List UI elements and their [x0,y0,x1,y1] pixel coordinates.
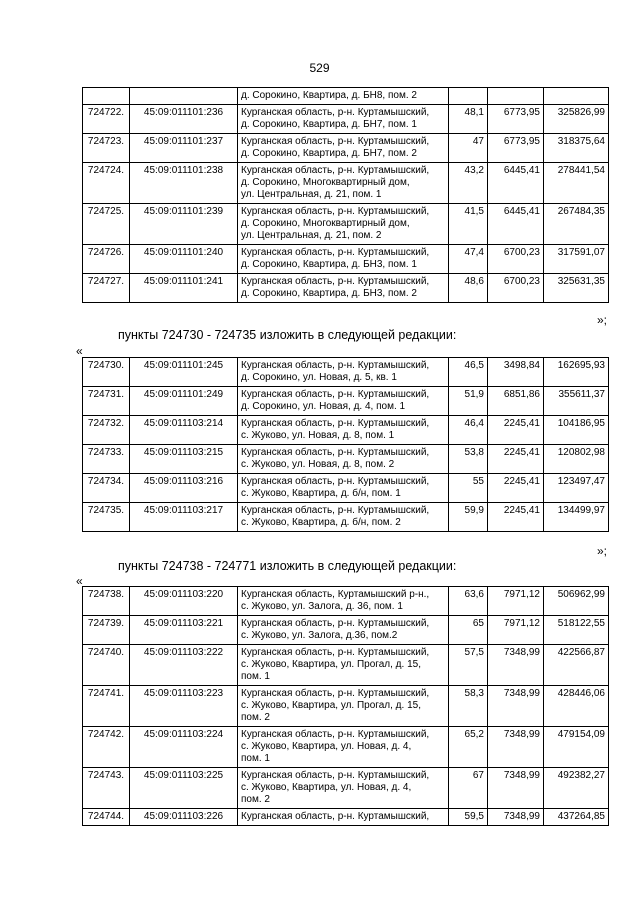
area-value: 51,9 [449,387,488,416]
cadastral-number: 45:09:011103:220 [130,587,238,616]
row-number: 724725. [83,204,130,245]
total-value: 162695,93 [544,358,609,387]
address-line: д. Сорокино, ул. Новая, д. 5, кв. 1 [241,372,397,383]
price-value: 3498,84 [488,358,544,387]
address-line: пом. 1 [241,671,270,682]
price-value: 6445,41 [488,204,544,245]
price-value: 6700,23 [488,245,544,274]
amendment-text-1: пункты 724730 - 724735 изложить в следующей редакции: [118,328,457,342]
table-row [83,245,609,274]
row-number: 724744. [83,809,130,826]
address-line: с. Жуково, Квартира, ул. Новая, д. 4, [241,782,412,793]
address-line: Курганская область, р-н. Куртамышский, [241,688,430,699]
row-number: 724731. [83,387,130,416]
table-row [83,727,609,768]
price-value: 6773,95 [488,105,544,134]
address-line: с. Жуково, ул. Новая, д. 8, пом. 2 [241,459,395,470]
cadastral-number: 45:09:011101:237 [130,134,238,163]
area-value: 58,3 [449,686,488,727]
area-value: 57,5 [449,645,488,686]
area-value: 53,8 [449,445,488,474]
table-row [83,204,609,245]
address-line: Курганская область, р-н. Куртамышский, [241,647,430,658]
total-value: 422566,87 [544,645,609,686]
row-number: 724734. [83,474,130,503]
price-value: 7348,99 [488,809,544,826]
total-value: 437264,85 [544,809,609,826]
total-value: 492382,27 [544,768,609,809]
price-value: 7348,99 [488,686,544,727]
address-line: Курганская область, р-н. Куртамышский, [241,770,430,781]
address-line: с. Жуково, ул. Залога, д. 36, пом. 1 [241,601,403,612]
row-number: 724739. [83,616,130,645]
price-value [488,88,544,105]
row-number: 724741. [83,686,130,727]
address [238,358,449,387]
total-value: 325631,35 [544,274,609,303]
address-line: пом. 2 [241,794,270,805]
cadastral-number: 45:09:011101:249 [130,387,238,416]
opening-quote-2: « [76,574,83,588]
area-value: 65,2 [449,727,488,768]
address [238,105,449,134]
address [238,809,449,826]
cadastral-number: 45:09:011103:224 [130,727,238,768]
cadastral-number: 45:09:011101:239 [130,204,238,245]
address-line: Курганская область, р-н. Куртамышский, [241,447,430,458]
price-value: 2245,41 [488,416,544,445]
total-value: 120802,98 [544,445,609,474]
opening-quote-1: « [76,344,83,358]
cadastral-number: 45:09:011101:241 [130,274,238,303]
amendment-text-2: пункты 724738 - 724771 изложить в следующей редакции: [118,559,457,573]
closing-quote-2: »; [596,544,607,558]
address [238,274,449,303]
price-value: 7971,12 [488,587,544,616]
area-value: 46,5 [449,358,488,387]
closing-quote-1: »; [596,313,607,327]
table-row [83,274,609,303]
address [238,645,449,686]
cadastral-number: 45:09:011103:225 [130,768,238,809]
table-row [83,445,609,474]
address [238,445,449,474]
row-number: 724735. [83,503,130,532]
address-line: ул. Центральная, д. 21, пом. 1 [241,189,382,200]
row-number: 724730. [83,358,130,387]
row-number: 724722. [83,105,130,134]
address [238,204,449,245]
address-line: с. Жуково, Квартира, ул. Прогал, д. 15, [241,659,421,670]
table-row [83,163,609,204]
area-value: 59,5 [449,809,488,826]
area-value: 55 [449,474,488,503]
price-value: 7971,12 [488,616,544,645]
table-row [83,686,609,727]
address [238,134,449,163]
address-line: с. Жуково, Квартира, д. б/н, пом. 1 [241,488,401,499]
page-number: 529 [309,61,330,75]
price-value: 6851,86 [488,387,544,416]
area-value: 43,2 [449,163,488,204]
area-value: 65 [449,616,488,645]
address [238,416,449,445]
cadastral-number: 45:09:011103:215 [130,445,238,474]
address-line: Курганская область, р-н. Куртамышский, [241,165,430,176]
area-value: 63,6 [449,587,488,616]
table-row [83,105,609,134]
address-line: Курганская область, Куртамышский р-н., [241,589,430,600]
row-number: 724732. [83,416,130,445]
table-row [83,358,609,387]
address [238,686,449,727]
total-value: 325826,99 [544,105,609,134]
table-parcels-3 [82,586,609,826]
address-line: д. Сорокино, Квартира, д. БН7, пом. 2 [241,148,417,159]
address-line: Курганская область, р-н. Куртамышский, [241,476,430,487]
cadastral-number: 45:09:011103:223 [130,686,238,727]
cadastral-number: 45:09:011101:238 [130,163,238,204]
address-line: с. Жуково, Квартира, д. б/н, пом. 2 [241,517,401,528]
address-line: д. Сорокино, Многоквартирный дом, [241,218,410,229]
cadastral-number: 45:09:011101:236 [130,105,238,134]
area-value: 59,9 [449,503,488,532]
total-value: 317591,07 [544,245,609,274]
price-value: 6700,23 [488,274,544,303]
area-value [449,88,488,105]
price-value: 6445,41 [488,163,544,204]
table-row [83,503,609,532]
total-value: 479154,09 [544,727,609,768]
address [238,616,449,645]
table-parcels-1 [82,87,609,303]
address [238,587,449,616]
address-line: Курганская область, р-н. Куртамышский, [241,206,430,217]
address-line: Курганская область, р-н. Куртамышский, [241,107,430,118]
table-row [83,474,609,503]
price-value: 7348,99 [488,727,544,768]
address-line: Курганская область, р-н. Куртамышский, [241,247,430,258]
address-line: Курганская область, р-н. Куртамышский, [241,729,430,740]
address-line: Курганская область, р-н. Куртамышский, [241,418,430,429]
address [238,727,449,768]
cadastral-number: 45:09:011101:245 [130,358,238,387]
area-value: 48,6 [449,274,488,303]
table-row [83,645,609,686]
price-value: 2245,41 [488,503,544,532]
price-value: 2245,41 [488,474,544,503]
area-value: 47,4 [449,245,488,274]
table-row [83,616,609,645]
address-line: с. Жуково, Квартира, ул. Прогал, д. 15, [241,700,421,711]
table-row [83,768,609,809]
address-line: пом. 2 [241,712,270,723]
cadastral-number: 45:09:011101:240 [130,245,238,274]
price-value: 2245,41 [488,445,544,474]
address [238,768,449,809]
address-line: Курганская область, р-н. Куртамышский, [241,136,430,147]
address-line: Курганская область, р-н. Куртамышский, [241,360,430,371]
row-number: 724738. [83,587,130,616]
cadastral-number: 45:09:011103:226 [130,809,238,826]
address-line: д. Сорокино, ул. Новая, д. 4, пом. 1 [241,401,406,412]
address [238,245,449,274]
table-row [83,387,609,416]
total-value: 267484,35 [544,204,609,245]
address-line: Курганская область, р-н. Куртамышский, [241,276,430,287]
total-value: 278441,54 [544,163,609,204]
table-row [83,587,609,616]
total-value [544,88,609,105]
address [238,387,449,416]
address-line: с. Жуково, ул. Залога, д.36, пом.2 [241,630,398,641]
cadastral-number: 45:09:011103:217 [130,503,238,532]
address-line: пом. 1 [241,753,270,764]
row-number: 724743. [83,768,130,809]
table-row [83,416,609,445]
address [238,503,449,532]
row-number: 724724. [83,163,130,204]
address-line: д. Сорокино, Квартира, д. БН3, пом. 1 [241,259,417,270]
row-number: 724723. [83,134,130,163]
address-line: ул. Центральная, д. 21, пом. 2 [241,230,382,241]
table-row [83,809,609,826]
total-value: 123497,47 [544,474,609,503]
total-value: 104186,95 [544,416,609,445]
address [238,88,449,105]
address-line: Курганская область, р-н. Куртамышский, [241,811,430,822]
row-number: 724726. [83,245,130,274]
area-value: 67 [449,768,488,809]
row-number: 724727. [83,274,130,303]
table-row [83,88,609,105]
cadastral-number: 45:09:011103:216 [130,474,238,503]
table-row [83,134,609,163]
cadastral-number: 45:09:011103:221 [130,616,238,645]
address [238,163,449,204]
address-line: д. Сорокино, Многоквартирный дом, [241,177,410,188]
address-line: д. Сорокино, Квартира, д. БН7, пом. 1 [241,119,417,130]
address-line: Курганская область, р-н. Куртамышский, [241,389,430,400]
area-value: 41,5 [449,204,488,245]
cadastral-number [130,88,238,105]
total-value: 506962,99 [544,587,609,616]
address-line: с. Жуково, Квартира, ул. Новая, д. 4, [241,741,412,752]
cadastral-number: 45:09:011103:222 [130,645,238,686]
address-line: Курганская область, р-н. Куртамышский, [241,505,430,516]
total-value: 518122,55 [544,616,609,645]
area-value: 47 [449,134,488,163]
address-line: д. Сорокино, Квартира, д. БН8, пом. 2 [241,90,417,101]
row-number: 724740. [83,645,130,686]
address [238,474,449,503]
row-number [83,88,130,105]
total-value: 318375,64 [544,134,609,163]
price-value: 7348,99 [488,645,544,686]
price-value: 7348,99 [488,768,544,809]
total-value: 428446,06 [544,686,609,727]
table-parcels-2 [82,357,609,532]
cadastral-number: 45:09:011103:214 [130,416,238,445]
price-value: 6773,95 [488,134,544,163]
row-number: 724733. [83,445,130,474]
area-value: 48,1 [449,105,488,134]
total-value: 355611,37 [544,387,609,416]
address-line: д. Сорокино, Квартира, д. БН3, пом. 2 [241,288,417,299]
total-value: 134499,97 [544,503,609,532]
area-value: 46,4 [449,416,488,445]
address-line: Курганская область, р-н. Куртамышский, [241,618,430,629]
row-number: 724742. [83,727,130,768]
address-line: с. Жуково, ул. Новая, д. 8, пом. 1 [241,430,395,441]
